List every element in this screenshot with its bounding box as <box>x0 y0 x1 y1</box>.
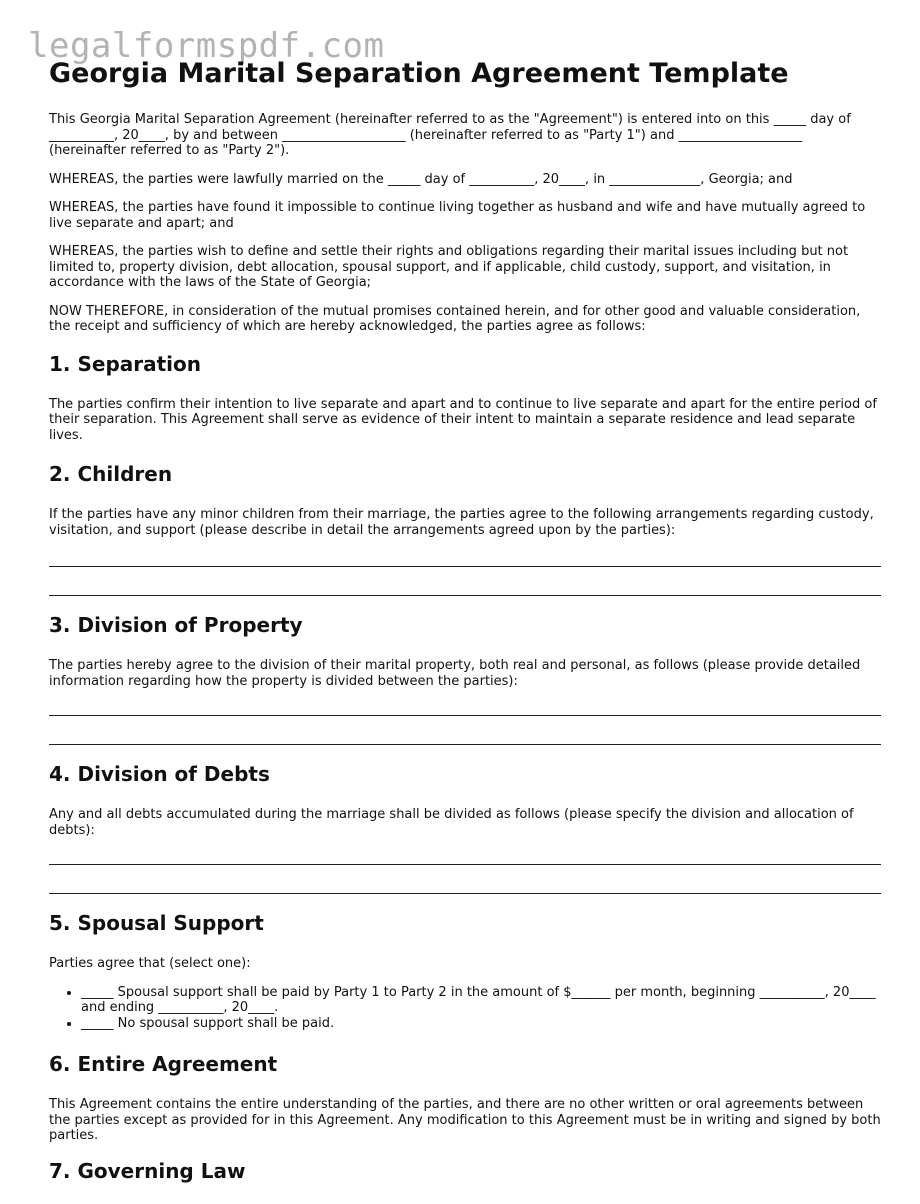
whereas-separate-paragraph: WHEREAS, the parties have found it impossible to continue living together as husband and wife and have mutually agreed to live separate and apart; and <box>49 200 866 231</box>
children-blank-lines <box>49 558 881 596</box>
section-heading-entire-agreement: 6. Entire Agreement <box>49 1052 278 1076</box>
section-heading-property: 3. Division of Property <box>49 613 303 637</box>
spousal-support-option-none: • _____ No spousal support shall be paid. <box>81 1016 881 1032</box>
whereas-settle-paragraph: WHEREAS, the parties wish to define and settle their rights and obligations regarding their marital issues including but not limited to, property division, debt allocation, spousal support, and if applicable, child custody, support, and visitation, in accordance with the laws of the State of Georgia; <box>49 244 849 290</box>
property-blank-line-2[interactable] <box>49 744 881 745</box>
debts-blank-line-2[interactable] <box>49 893 881 894</box>
now-therefore-paragraph: NOW THEREFORE, in consideration of the mutual promises contained herein, and for other good and valuable consideration, the receipt and sufficiency of which are hereby acknowledged, the parties agree as follows: <box>49 303 861 334</box>
separation-text: The parties confirm their intention to live separate and apart and to continue to live separate and apart for the entire period of their separation. This Agreement shall serve as evidence of their intent to maintain a separate residence and lead separate lives. <box>49 396 877 443</box>
document-page <box>49 56 881 1204</box>
spousal-support-option-paid: • _____ Spousal support shall be paid by Party 1 to Party 2 in the amount of $______ per month, beginning __________, 20____ and ending __________, 20____. <box>81 985 881 1016</box>
spousal-support-options <box>49 985 881 1032</box>
document-title: Georgia Marital Separation Agreement Template <box>49 58 789 89</box>
debts-blank-line-1[interactable] <box>49 864 881 865</box>
section-heading-governing-law: 7. Governing Law <box>49 1158 246 1183</box>
watermark: legalformspdf.com <box>28 26 385 66</box>
section-heading-separation: 1. Separation <box>49 351 202 376</box>
section-heading-children: 2. Children <box>49 462 173 486</box>
section-heading-spousal-support: 5. Spousal Support <box>49 911 264 935</box>
children-blank-line-1[interactable] <box>49 566 881 567</box>
property-text: The parties hereby agree to the division of their marital property, both real and personal, as follows (please provide detailed information regarding how the property is divided between the parties): <box>49 658 861 689</box>
children-text: If the parties have any minor children from their marriage, the parties agree to the following arrangements regarding custody, visitation, and support (please describe in detail the arrangements agreed upon by the parties): <box>49 507 874 538</box>
property-blank-line-1[interactable] <box>49 715 881 716</box>
debts-text: Any and all debts accumulated during the marriage shall be divided as follows (please specify the division and allocation of debts): <box>49 807 854 838</box>
entire-agreement-text: This Agreement contains the entire understanding of the parties, and there are no other written or oral agreements between the parties except as provided for in this Agreement. Any modification to this Agreement must be in writing and signed by both parties. <box>49 1097 881 1143</box>
section-heading-debts: 4. Division of Debts <box>49 762 270 786</box>
children-blank-line-2[interactable] <box>49 595 881 596</box>
spousal-support-text: Parties agree that (select one): <box>49 956 251 971</box>
whereas-married-paragraph: WHEREAS, the parties were lawfully married on the _____ day of __________, 20____, in ______________, Georgia; and <box>49 171 793 187</box>
intro-paragraph: This Georgia Marital Separation Agreement (hereinafter referred to as the "Agreement") is entered into on this _____ day of __________, 20____, by and between ___________________ (hereinafter referred to as "Party 1") and ___________________ (hereinafter referred to as "Party 2"). <box>49 112 851 158</box>
debts-blank-lines <box>49 856 881 894</box>
property-blank-lines <box>49 707 881 745</box>
